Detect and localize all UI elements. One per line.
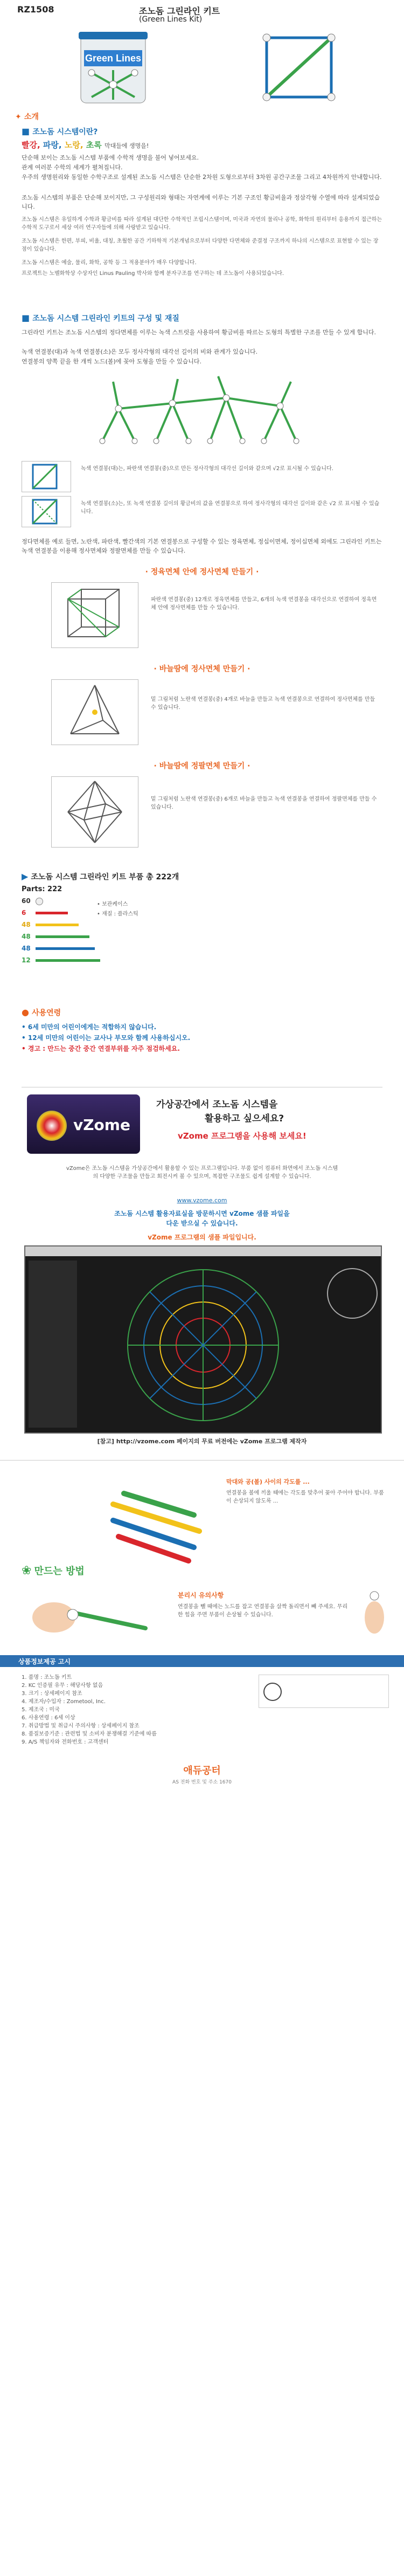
node-ball-icon xyxy=(36,898,43,905)
vzome-headline-2: 활용하고 싶으세요? xyxy=(205,1113,284,1124)
octahedron-diagram xyxy=(51,776,138,848)
vzome-logo-text: vZome xyxy=(73,1116,130,1134)
cube-tetrahedron-diagram xyxy=(51,582,138,648)
info-row: 5. 제조국 : 미국 xyxy=(22,1707,60,1713)
warning-icon: ● xyxy=(22,1007,29,1017)
colors-line xyxy=(22,139,149,150)
parts-note-2: • 재질 : 플라스틱 xyxy=(97,911,138,917)
hand-illustration xyxy=(361,1585,388,1639)
vzome-logo-icon xyxy=(37,1111,67,1141)
parts-row: 48 xyxy=(22,933,129,945)
howto-title-row xyxy=(22,1563,85,1578)
color-yellow: 노랑, xyxy=(64,140,83,150)
parts-heading: 조노돔 시스템 그린라인 키트 부품 총 222개 xyxy=(31,873,179,881)
intro-subheading: 조노돔 시스템이란? xyxy=(32,128,98,136)
green-diagonal-square-diagram xyxy=(253,30,345,105)
info-row: 3. 크기 : 상세페이지 참조 xyxy=(22,1691,82,1697)
separate-body: 연결봉을 뺄 때에는 노드를 잡고 연결봉을 살짝 돌리면서 빼 주세요. 무리한 힘을 주면 부품이 손상될 수 있습니다. xyxy=(178,1604,348,1618)
caution-line-1: • 6세 미만의 어린이에게는 적합하지 않습니다. xyxy=(22,1023,157,1031)
blue-strut-icon xyxy=(36,947,95,950)
sub2-heading: · 바늘땀에 정사면체 만들기 · xyxy=(154,665,250,673)
kc-mark-icon xyxy=(263,1683,282,1701)
product-title-ko: 조노돔 그린라인 키트 xyxy=(139,6,220,16)
product-info-heading: 상품정보제공 고시 xyxy=(18,1658,71,1665)
caution-heading: 사용연령 xyxy=(32,1009,61,1017)
parts-note-1: • 보관케이스 xyxy=(97,901,128,907)
bullet-icon: ■ xyxy=(22,313,30,323)
sub2-text: 밑 그림처럼 노란색 연결봉(중) 4개로 바늘을 만들고 녹색 연결봉으로 연결하여 정사면체를 만들 수 있습니다. xyxy=(151,697,375,711)
sub3-heading: · 바늘땀에 정팔면체 만들기 · xyxy=(154,762,250,770)
sub3-heading-row xyxy=(0,760,404,771)
howto-caution-box xyxy=(226,1477,388,1505)
tetrahedron-diagram xyxy=(51,679,138,745)
triangle-icon: ▶ xyxy=(22,871,29,881)
sub1-heading-row xyxy=(0,566,404,577)
colored-struts-image xyxy=(102,1483,210,1569)
vzome-window-titlebar xyxy=(25,1246,381,1256)
parts-section xyxy=(0,868,404,1003)
components-paragraph-3: 연결봉의 양쪽 끝을 한 개씩 노드(볼)에 꽂아 도형을 만들 수 있습니다. xyxy=(22,358,201,365)
vzome-notice-2: 다운 받으실 수 있습니다. xyxy=(166,1220,238,1227)
product-jar-image xyxy=(59,30,167,105)
sparkle-icon: ✦ xyxy=(15,113,22,121)
info-row: 8. 품질보증기준 : 관련법 및 소비자 분쟁해결 기준에 따름 xyxy=(22,1731,157,1737)
vzome-headline-1: 가상공간에서 조노돔 시스템을 xyxy=(156,1099,278,1110)
flower-icon: ❀ xyxy=(22,1564,32,1578)
vzome-preview-ball xyxy=(327,1268,378,1319)
components-heading: 조노돔 시스템 그린라인 키트의 구성 및 재질 xyxy=(32,314,179,323)
vzome-model-render xyxy=(85,1260,322,1430)
parts-row: 6 xyxy=(22,909,129,921)
howto-caution-body: 연결봉을 볼에 끼울 때에는 각도를 맞추어 꽂아 주어야 합니다. 부품이 손상되지 않도록 ... xyxy=(226,1490,384,1504)
parts-row: 48 xyxy=(22,945,129,956)
intro-paragraph-2: 관계 여러분 수학의 세계가 펼쳐집니다. xyxy=(22,164,123,171)
green-strut-small-diagram xyxy=(22,496,71,527)
intro-section xyxy=(0,108,404,307)
intro-heading: 소개 xyxy=(24,113,39,121)
sub1-heading: · 정육면체 안에 정사면체 만들기 · xyxy=(145,568,259,576)
red-strut-icon xyxy=(36,912,68,914)
info-row: 4. 제조자/수입자 : Zometool, Inc. xyxy=(22,1699,106,1705)
components-section xyxy=(0,307,404,534)
intro-heading-row xyxy=(15,111,39,122)
examples-intro: 정다면체를 예로 들면, 노란색, 파란색, 빨간색의 기본 연결봉으로 구성할 수 있는 정육면체, 정십이면체, 정이십면체 외에도 그린라인 키트는 녹색 연결봉을 이용해 정사면체와 정팔면체를 만들 수 있습니다. xyxy=(22,538,382,554)
howto-caution-head: 막대와 공(볼) 사이의 각도를 ... xyxy=(226,1478,310,1485)
intro-paragraph-4: 조노돔 시스템의 부품은 단순해 보이지만, 그 구성원리와 형태는 자연계에 이루는 기본 구조인 황금비율과 정삼각형 수열에 따라 설계되었습니다. xyxy=(22,194,380,210)
parts-total: Parts: 222 xyxy=(22,885,62,893)
parts-row: 12 xyxy=(22,956,129,968)
intro-paragraph-1: 단순해 보이는 조노돔 시스템 부품에 수학적 생명을 불어 넣어보세요. xyxy=(22,154,199,161)
components-paragraph-2: 녹색 연결봉(대)과 녹색 연결봉(소)은 모두 정사각형의 대각선 길이의 비와 관계가 있습니다. xyxy=(22,348,258,355)
green-long-strut-icon xyxy=(36,959,100,962)
separate-box xyxy=(178,1590,350,1619)
color-green: 초록 xyxy=(86,140,102,150)
product-title-en: (Green Lines Kit) xyxy=(139,15,203,24)
vzome-logo-box xyxy=(27,1094,140,1154)
sub3-text: 밑 그림처럼 노란색 연결봉(중) 6개로 바늘을 만들고 녹색 연결봉을 연결하여 정팔면체를 만들 수 있습니다. xyxy=(151,796,377,810)
vzome-headline-3: vZome 프로그램을 사용해 보세요! xyxy=(178,1131,307,1141)
parts-row: 60 xyxy=(22,897,129,909)
product-info-section xyxy=(0,1655,404,1795)
vzome-section xyxy=(0,1084,404,1456)
vzome-notice-1: 조노돔 시스템 활용자료실을 방문하시면 vZome 샘플 파일을 xyxy=(114,1210,290,1217)
product-info-bar xyxy=(0,1655,404,1667)
sub1-text: 파란색 연결봉(중) 12개로 정육면체를 만들고, 6개의 녹색 연결봉을 대각선으로 연결하여 정육면체 안에 정사면체를 만들 수 있습니다. xyxy=(151,597,377,611)
intro-subheading-row xyxy=(22,126,97,137)
vzome-side-panel xyxy=(29,1261,77,1428)
components-paragraph-1: 그린라인 키트는 조노돔 시스템의 정다면체를 이루는 녹색 스트럿을 사용하여 황금비를 따르는 도형의 특별한 구조를 만들 수 있게 합니다. xyxy=(22,329,376,336)
yellow-strut-icon xyxy=(36,924,79,926)
info-row: 6. 사용연령 : 6세 이상 xyxy=(22,1715,75,1721)
jar-label: Green Lines xyxy=(85,53,142,64)
intro-history-4: 프로젝트는 노벨화학상 수상자인 Linus Pauling 박사와 함께 분자구조를 연구하는 데 조노돔이 사용되었습니다. xyxy=(22,271,284,277)
caution-line-2: • 12세 미만의 어린이는 교사나 부모와 함께 사용하십시오. xyxy=(22,1034,191,1042)
green-strut-icon xyxy=(36,935,89,938)
info-row: 9. A/S 책임자와 전화번호 : 고객센터 xyxy=(22,1739,109,1745)
info-row: 1. 품명 : 조노돔 키트 xyxy=(22,1675,72,1680)
separate-hand-image xyxy=(22,1590,156,1639)
vzome-body: vZome은 조노돔 시스템을 가상공간에서 활용할 수 있는 프로그램입니다. 부품 없이 컴퓨터 화면에서 조노돔 시스템의 다양한 구조물을 만들고 회전시켜 볼 수 있으며, 복잡한 구조물도 쉽게 설계할 수 있습니다. xyxy=(66,1166,338,1180)
info-row: 7. 취급방법 및 취급시 주의사항 : 상세페이지 참조 xyxy=(22,1723,140,1729)
footer-brand: 애듀공터 xyxy=(183,1765,221,1776)
intro-history-1: 조노돔 시스템은 유일하게 수학과 황금비를 따라 설계된 대단한 수학적인 조립시스템이며, 미국과 자연의 물리나 공학, 화학의 원리부터 응용까지 접근하는 수학적 도구로서 세상 여러 연구자들에 의해 사랑받고 있습니다. xyxy=(22,217,382,231)
bullet-icon: ■ xyxy=(22,126,30,136)
caution-heading-row xyxy=(22,1007,61,1018)
intro-paragraph-3: 우주의 생명원리와 동일한 수학구조로 설계된 조노돔 시스템은 단순한 2차원 도형으로부터 3차원 공간구조물 그리고 4차원까지 안내합니다. xyxy=(22,174,382,181)
separate-head: 분리시 유의사항 xyxy=(178,1592,224,1599)
footer-brand-row xyxy=(0,1763,404,1777)
vzome-caption: vZome 프로그램의 샘플 파일입니다. xyxy=(148,1234,256,1241)
howto-title: 만드는 방법 xyxy=(34,1566,85,1577)
info-row: 2. KC 인증필 유무 : 해당사항 없음 xyxy=(22,1683,103,1689)
parts-row: 48 xyxy=(22,921,129,933)
green-strut-large-diagram xyxy=(22,461,71,492)
sub2-heading-row xyxy=(0,663,404,674)
certification-box xyxy=(259,1675,389,1708)
zome-structure-illustration xyxy=(81,371,323,452)
caution-section xyxy=(0,1003,404,1084)
caution-line-3: • 경고 : 만드는 중간 중간 연결부위를 자주 점검하세요. xyxy=(22,1045,180,1052)
intro-history-3: 조노돔 시스템은 예술, 물리, 화학, 공학 등 그 적용분야가 매우 다양합니다. xyxy=(22,260,197,266)
green-strut-small-text: 녹색 연결봉(소)는, 또 녹색 연결봉 길이의 황금비의 값을 연결봉으로 하여 정사각형의 대각선 길이와 같은 √2 로 표시될 수 있습니다. xyxy=(81,501,380,515)
vzome-link[interactable]: www.vzome.com xyxy=(177,1197,227,1204)
color-red: 빨강, xyxy=(22,140,40,150)
header-section xyxy=(0,0,404,108)
components-heading-row xyxy=(22,313,179,323)
footer-sub: AS 전화 번호 및 주소 1670 xyxy=(172,1780,232,1785)
vzome-screenshot xyxy=(24,1245,382,1434)
intro-history-2: 조노돔 시스템은 한편, 부피, 비율, 대칭, 초월한 공간 기하학적 기본개념으로부터 다양한 다면체와 준결정 구조까지 하나의 시스템으로 표현할 수 있는 장점이 있습니다. xyxy=(22,238,379,252)
colors-suffix: 막대들에 생명을! xyxy=(104,142,149,149)
howto-section xyxy=(0,1456,404,1655)
product-code: RZ1508 xyxy=(17,4,54,15)
color-blue: 파랑, xyxy=(43,140,62,150)
parts-heading-row xyxy=(22,871,179,882)
green-strut-large-text: 녹색 연결봉(대)는, 파란색 연결봉(중)으로 만든 정사각형의 대각선 길이와 같으며 √2로 표시될 수 있습니다. xyxy=(81,466,333,472)
examples-section xyxy=(0,534,404,868)
product-info-list xyxy=(22,1673,199,1746)
vzome-footer-caption: [참고] http://vzome.com 페이지의 무료 버전에는 vZome 프로그램 제작자 xyxy=(97,1438,307,1445)
